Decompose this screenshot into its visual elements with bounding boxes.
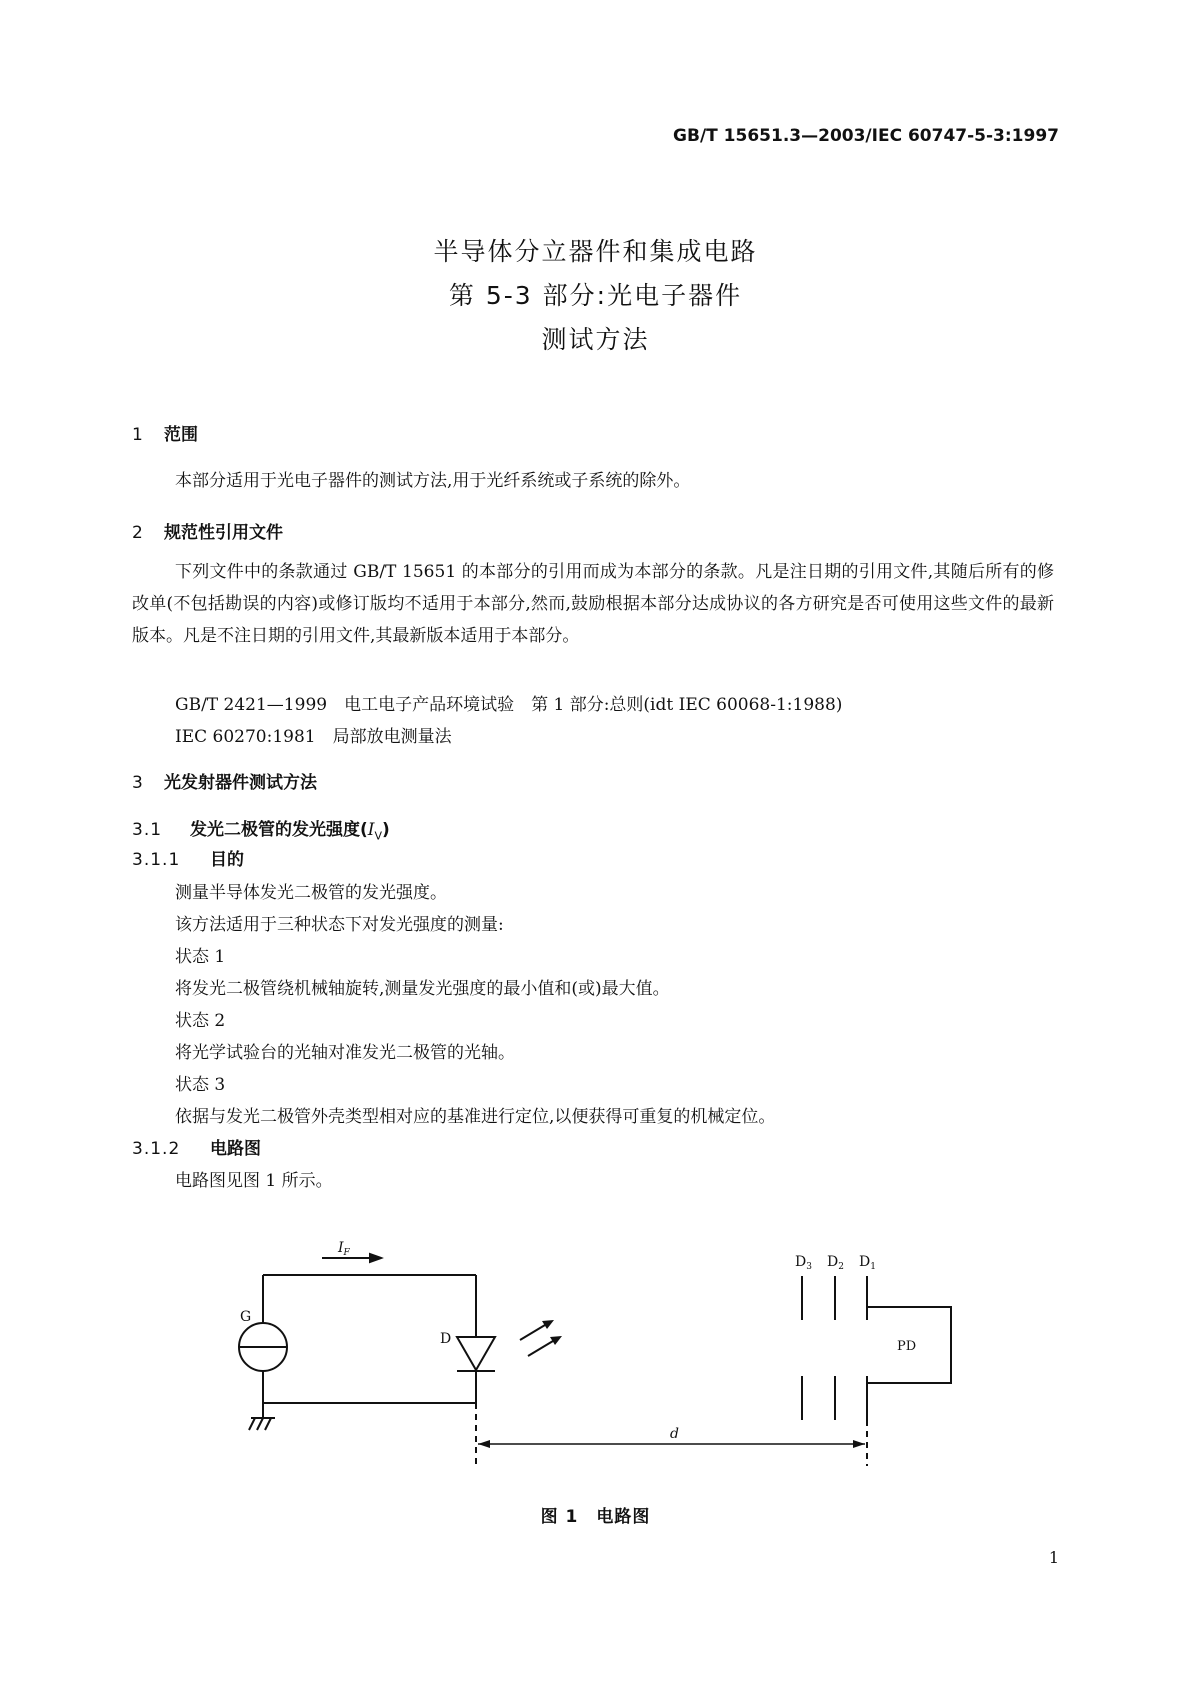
title-line-1: 半导体分立器件和集成电路 bbox=[433, 237, 758, 266]
purpose-line-1: 测量半导体发光二极管的发光强度。 bbox=[175, 883, 447, 903]
label-generator: G bbox=[240, 1309, 252, 1325]
section-number: 1 bbox=[132, 425, 143, 445]
section-title: 发光二极管的发光强度( bbox=[190, 820, 368, 840]
standard-code: GB/T 15651.3—2003/IEC 60747-5-3:1997 bbox=[673, 126, 1059, 146]
label-d3: $D_3$ bbox=[795, 1254, 812, 1272]
section-title: 规范性引用文件 bbox=[164, 523, 283, 543]
current-arrow-head bbox=[370, 1254, 381, 1262]
title-line-2: 第 5-3 部分:光电子器件 bbox=[448, 281, 743, 310]
reference-2: IEC 60270:1981 局部放电测量法 bbox=[175, 727, 452, 747]
state-3-text: 依据与发光二极管外壳类型相对应的基准进行定位,以便获得可重复的机械定位。 bbox=[175, 1107, 776, 1127]
label-distance: d bbox=[670, 1426, 679, 1442]
distance-arrow-right bbox=[853, 1440, 865, 1448]
light-arrow-1-head bbox=[542, 1320, 554, 1329]
label-d1: $D_1$ bbox=[859, 1254, 876, 1272]
state-1-text: 将发光二极管绕机械轴旋转,测量发光强度的最小值和(或)最大值。 bbox=[175, 979, 670, 999]
distance-arrow-left bbox=[478, 1440, 490, 1448]
symbol-iv: I bbox=[367, 820, 375, 840]
section-number: 3.1 bbox=[132, 820, 163, 840]
section-number: 3.1.2 bbox=[132, 1139, 181, 1159]
ground-hatch-1 bbox=[249, 1418, 255, 1430]
state-3-label: 状态 3 bbox=[175, 1075, 226, 1095]
section-title-close: ) bbox=[382, 820, 390, 840]
ground-hatch-2 bbox=[257, 1418, 263, 1430]
reference-1: GB/T 2421—1999 电工电子产品环境试验 第 1 部分:总则(idt IEC 60068-1:1988) bbox=[175, 695, 843, 715]
section-number: 3 bbox=[132, 773, 143, 793]
section-title: 范围 bbox=[164, 425, 198, 445]
state-2-label: 状态 2 bbox=[175, 1011, 226, 1031]
section-title: 电路图 bbox=[210, 1139, 261, 1159]
ground-hatch-3 bbox=[265, 1418, 271, 1430]
symbol-iv-subscript: V bbox=[374, 829, 383, 843]
label-current: $I_F$ bbox=[338, 1240, 350, 1258]
title-line-3: 测试方法 bbox=[541, 325, 650, 354]
label-diode: D bbox=[440, 1331, 452, 1347]
diode-triangle bbox=[457, 1337, 495, 1370]
section-number: 3.1.1 bbox=[132, 850, 181, 870]
figure-caption: 图 1 电路图 bbox=[540, 1507, 651, 1527]
section-1-paragraph: 本部分适用于光电子器件的测试方法,用于光纤系统或子系统的除外。 bbox=[175, 471, 691, 491]
label-detector: PD bbox=[897, 1339, 917, 1354]
state-2-text: 将光学试验台的光轴对准发光二极管的光轴。 bbox=[175, 1043, 515, 1063]
purpose-line-2: 该方法适用于三种状态下对发光强度的测量: bbox=[175, 915, 504, 935]
section-title: 光发射器件测试方法 bbox=[164, 773, 317, 793]
circuit-paragraph: 电路图见图 1 所示。 bbox=[175, 1171, 333, 1191]
section-title: 目的 bbox=[210, 850, 244, 870]
state-1-label: 状态 1 bbox=[175, 947, 226, 967]
page-number: 1 bbox=[1048, 1548, 1059, 1567]
section-2-paragraph: 下列文件中的条款通过 GB/T 15651 的本部分的引用而成为本部分的条款。凡是注日期的引用文件,其随后所有的修改单(不包括勘误的内容)或修订版均不适用于本部分,然而,鼓励根据本部分达成协议的各方研究是否可使用这些文件的最新版本。凡是不注日期的引用文件,其最新版本适用于本部分。 bbox=[132, 562, 1054, 646]
light-arrow-2-head bbox=[550, 1336, 562, 1345]
label-d2: $D_2$ bbox=[827, 1254, 844, 1272]
section-number: 2 bbox=[132, 523, 143, 543]
